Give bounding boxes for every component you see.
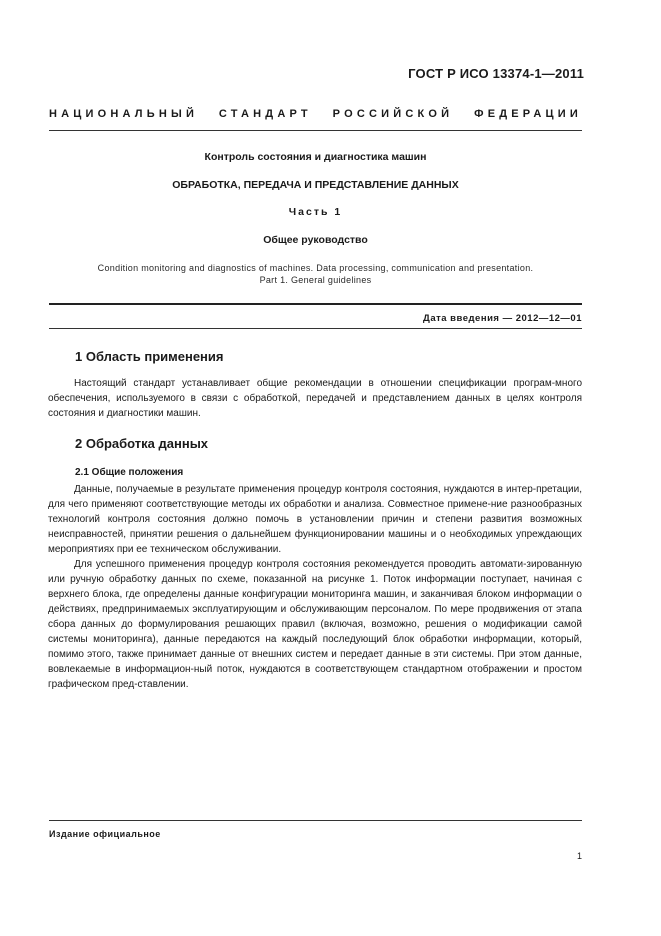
document-title: ОБРАБОТКА, ПЕРЕДАЧА И ПРЕДСТАВЛЕНИЕ ДАННЫХ: [172, 179, 459, 191]
national-standard-banner: [49, 108, 582, 120]
document-part: Часть 1: [288, 206, 343, 218]
document-subtitle: Контроль состояния и диагностика машин: [204, 151, 427, 163]
banner-word: СТАНДАРТ: [218, 108, 312, 120]
english-title-line: Part 1. General guidelines: [259, 275, 372, 285]
page-number: 1: [576, 851, 582, 861]
section-2-1-paragraph-2: Для успешного применения процедур контроля состояния рекомендуется проводить автомати-зированную или ручную обработку данных по схеме, показанной на рисунке 1. Поток информации поступает, начиная с верхнего блока, где определены данные конфигурации мониторинга машин, и заканчивая блоком информации о действиях, предпринимаемых эксплуатирующим и обслуживающим персоналом. По мере продвижения от этапа сбора данных до формулирования решающих правил (включая, возможно, решения о модификации самой системы мониторинга), данные передаются на каждый последующий блок обработки информации, который, помимо этого, также принимает данные от внешних систем и передает данные в эти системы. При этом данные, вовлекаемые в информацион-ный поток, нуждаются в соответствующем стандартном отображении и простом графическом пред-ставлении.: [48, 559, 582, 690]
section-1-paragraph: Настоящий стандарт устанавливает общие рекомендации в отношении спецификации програм-много обеспечения, используемого в связи с обработкой, передачей и представлением данных в целях контроля состояния и диагностики машин.: [48, 378, 582, 419]
section-1-heading: 1 Область применения: [75, 349, 224, 364]
banner-word: ФЕДЕРАЦИИ: [474, 108, 582, 120]
banner-word: НАЦИОНАЛЬНЫЙ: [49, 108, 199, 120]
date-rule: [49, 328, 582, 329]
document-number: ГОСТ Р ИСО 13374-1—2011: [408, 66, 584, 81]
introduction-date: Дата введения — 2012—12—01: [423, 313, 582, 324]
section-2-1-heading: 2.1 Общие положения: [75, 467, 184, 478]
section-2-1-paragraph-1: Данные, получаемые в результате применения процедур контроля состояния, нуждаются в интер-претации, для чего применяют соответствующие методы их обработки и анализа. Совместное примене-ние разнообразных технологий контроля состояния должно помочь в установлении причин и степени развития возможных неисправностей, принятии решения о дальнейшем функционировании машины и о необходимых упреждающих мероприятиях при ее техническом обслуживании.: [48, 484, 582, 555]
banner-word: РОССИЙСКОЙ: [332, 108, 454, 120]
english-title: [49, 262, 582, 286]
title-rule: [49, 303, 582, 305]
english-title-line: Condition monitoring and diagnostics of machines. Data processing, communication and presentation.: [97, 263, 534, 273]
banner-rule: [49, 130, 582, 131]
section-2-heading: 2 Обработка данных: [75, 436, 209, 451]
official-edition-label: Издание официальное: [49, 829, 161, 839]
document-guide: Общее руководство: [263, 234, 368, 246]
footer-rule: [49, 820, 582, 821]
